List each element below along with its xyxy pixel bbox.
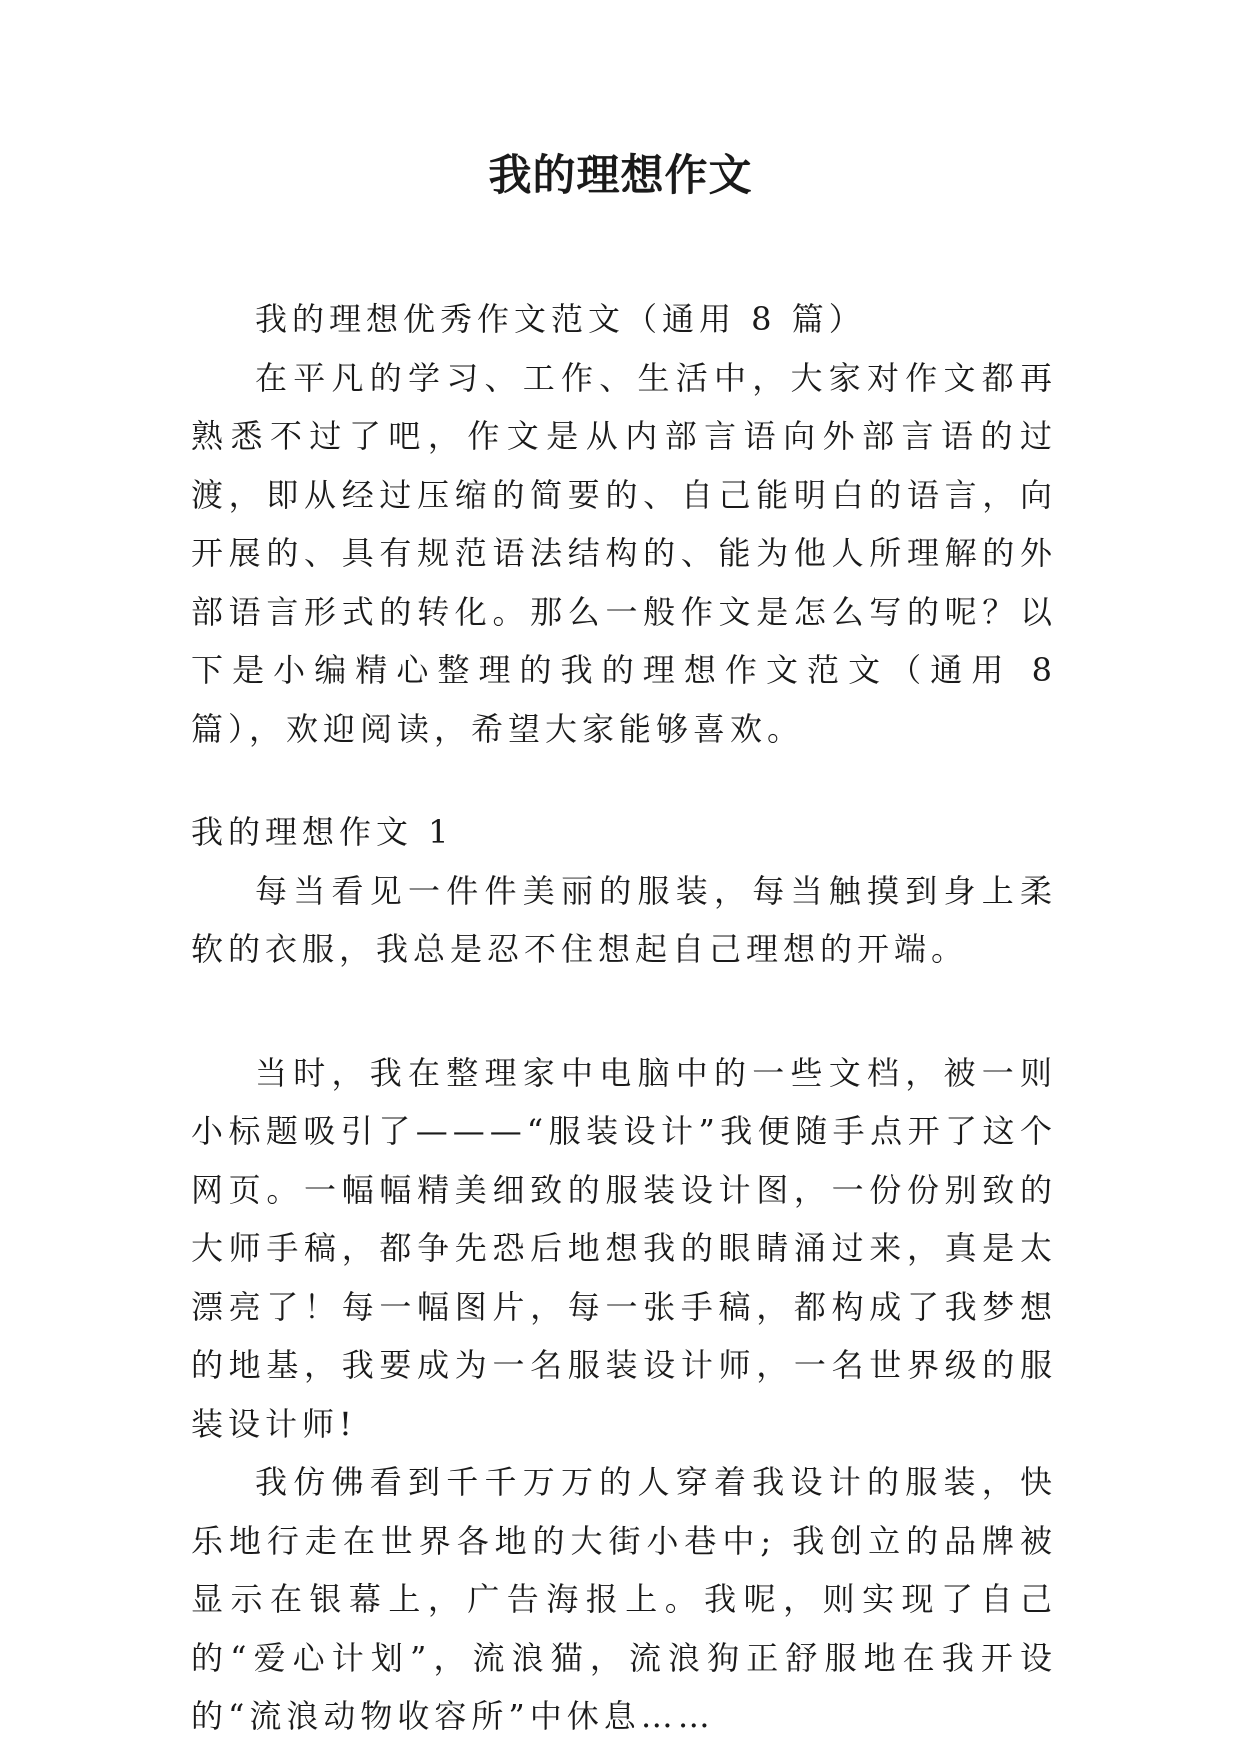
spacer [191, 758, 1057, 803]
section-paragraph: 当时，我在整理家中电脑中的一些文档，被一则小标题吸引了———“服装设计”我便随手点开了这个网页。一幅幅精美细致的服装设计图，一份份别致的大师手稿，都争先恐后地想我的眼睛涌过来，真是太漂亮了！每一幅图片，每一张手稿，都构成了我梦想的地基，我要成为一名服装设计师，一名世界级的服装设计师! [191, 1053, 1057, 1443]
document-subtitle: 我的理想优秀作文范文（通用 8 篇） [255, 300, 866, 338]
section-paragraph: 每当看见一件件美丽的服装，每当触摸到身上柔软的衣服，我总是忍不住想起自己理想的开端。 [191, 871, 1057, 968]
section-paragraph: 我仿佛看到千千万万的人穿着我设计的服装，快乐地行走在世界各地的大街小巷中; 我创立的品牌被显示在银幕上，广告海报上。我呢，则实现了自己的“爱心计划”，流浪猫，流浪狗正舒服地在我开设的“流浪动物收容所”中休息…… [191, 1463, 1057, 1735]
intro-paragraph: 在平凡的学习、工作、生活中，大家对作文都再熟悉不过了吧，作文是从内部言语向外部言语的过渡，即从经过压缩的简要的、自己能明白的语言，向开展的、具有规范语法结构的、能为他人所理解的外部语言形式的转化。那么一般作文是怎么写的呢？以下是小编精心整理的我的理想作文范文（通用 8 篇），欢迎阅读，希望大家能够喜欢。 [191, 358, 1057, 748]
document-title: 我的理想作文 [488, 151, 753, 201]
section-heading: 我的理想作文 1 [191, 813, 454, 851]
document-body [191, 290, 1057, 1746]
spacer [191, 979, 1057, 1044]
